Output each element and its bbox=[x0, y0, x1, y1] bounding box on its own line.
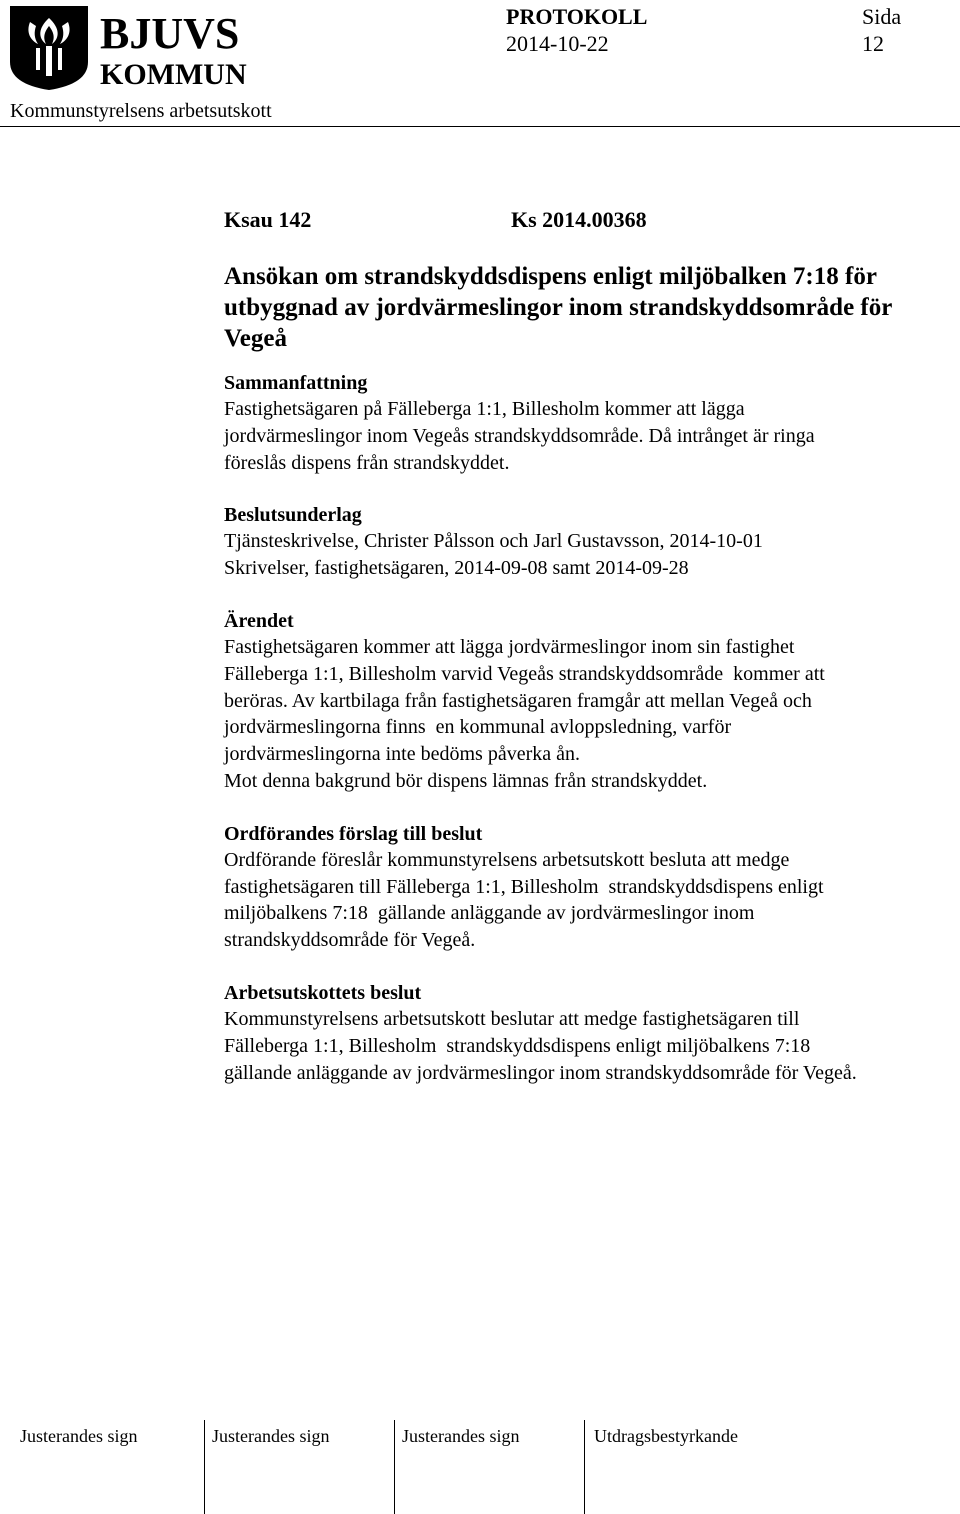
meeting-date: 2014-10-22 bbox=[506, 31, 609, 56]
svg-text:KOMMUN: KOMMUN bbox=[100, 58, 247, 90]
signature-divider bbox=[204, 1420, 205, 1514]
section-ordforandes-forslag bbox=[224, 821, 960, 954]
paragraph-line: gällande anläggande av jordvärmeslingor inom strandskyddsområde för Vegeå. bbox=[224, 1061, 857, 1084]
section-heading: Ordförandes förslag till beslut bbox=[224, 822, 483, 845]
paragraph-line: beröras. Av kartbilaga från fastighetsägaren framgår att mellan Vegeå och bbox=[224, 689, 812, 712]
section-heading: Arbetsutskottets beslut bbox=[224, 981, 422, 1004]
protocol-body bbox=[224, 205, 960, 1086]
case-numbers bbox=[224, 205, 960, 235]
svg-text:BJUVS: BJUVS bbox=[100, 9, 240, 58]
paragraph-line: Kommunstyrelsens arbetsutskott beslutar att medge fastighetsägaren till bbox=[224, 1007, 800, 1030]
paragraph-line: Mot denna bakgrund bör dispens lämnas från strandskyddet. bbox=[224, 769, 708, 792]
page-title: Ansökan om strandskyddsdispens enligt miljöbalken 7:18 för utbyggnad av jordvärmeslingor inom strandskyddsområde för Vegeå bbox=[224, 263, 892, 352]
section-arbetsutskottets-beslut bbox=[224, 980, 960, 1086]
paragraph-line: fastighetsägaren till Fälleberga 1:1, Billesholm strandskyddsdispens enligt bbox=[224, 875, 824, 898]
sign-field-1: Justerandes sign bbox=[20, 1426, 138, 1446]
signature-divider bbox=[584, 1420, 585, 1514]
sign-field-2: Justerandes sign bbox=[212, 1426, 330, 1446]
section-sammanfattning bbox=[224, 370, 960, 476]
paragraph-line: jordvärmeslingor inom Vegeås strandskyddsområde. Då intrånget är ringa bbox=[224, 424, 815, 447]
paragraph-line: Fastighetsägaren kommer att lägga jordvärmeslingor inom sin fastighet bbox=[224, 635, 795, 658]
paragraph-line: jordvärmeslingorna inte bedöms påverka ån. bbox=[224, 743, 580, 766]
signature-divider bbox=[394, 1420, 395, 1514]
page-label: Sida bbox=[862, 4, 902, 29]
ksau-number: Ksau 142 bbox=[224, 207, 312, 232]
paragraph-line: Fälleberga 1:1, Billesholm strandskyddsdispens enligt miljöbalkens 7:18 bbox=[224, 1034, 811, 1057]
document-type: PROTOKOLL bbox=[506, 4, 648, 29]
sign-field-3: Justerandes sign bbox=[402, 1426, 520, 1446]
paragraph-line: föreslås dispens från strandskyddet. bbox=[224, 451, 510, 474]
section-heading: Sammanfattning bbox=[224, 372, 368, 394]
ks-number: Ks 2014.00368 bbox=[511, 207, 647, 232]
org-unit: Kommunstyrelsens arbetsutskott bbox=[10, 100, 272, 122]
section-beslutsunderlag bbox=[224, 502, 960, 582]
paragraph-line: jordvärmeslingorna finns en kommunal avloppsledning, varför bbox=[224, 716, 732, 739]
section-heading: Beslutsunderlag bbox=[224, 504, 362, 527]
paragraph-line: strandskyddsområde för Vegeå. bbox=[224, 929, 476, 952]
header-divider bbox=[0, 126, 960, 127]
signature-footer bbox=[20, 1420, 960, 1514]
municipality-logo-icon bbox=[8, 4, 253, 90]
paragraph-line: Fälleberga 1:1, Billesholm varvid Vegeås strandskyddsområde kommer att bbox=[224, 662, 825, 685]
paragraph-line: Tjänsteskrivelse, Christer Pålsson och Jarl Gustavsson, 2014-10-01 bbox=[224, 530, 763, 553]
page-number: 12 bbox=[862, 31, 884, 56]
paragraph-line: miljöbalkens 7:18 gällande anläggande av jordvärmeslingor inom bbox=[224, 902, 755, 925]
paragraph-line: Ordförande föreslår kommunstyrelsens arbetsutskott besluta att medge bbox=[224, 848, 790, 871]
paragraph-line: Skrivelser, fastighetsägaren, 2014-09-08 samt 2014-09-28 bbox=[224, 557, 689, 580]
paragraph-line: Fastighetsägaren på Fälleberga 1:1, Billesholm kommer att lägga bbox=[224, 398, 745, 420]
section-arendet bbox=[224, 608, 960, 795]
certification-field: Utdragsbestyrkande bbox=[594, 1426, 738, 1446]
bjuvs-kommun-logo bbox=[8, 4, 253, 90]
section-heading: Ärendet bbox=[224, 609, 294, 632]
